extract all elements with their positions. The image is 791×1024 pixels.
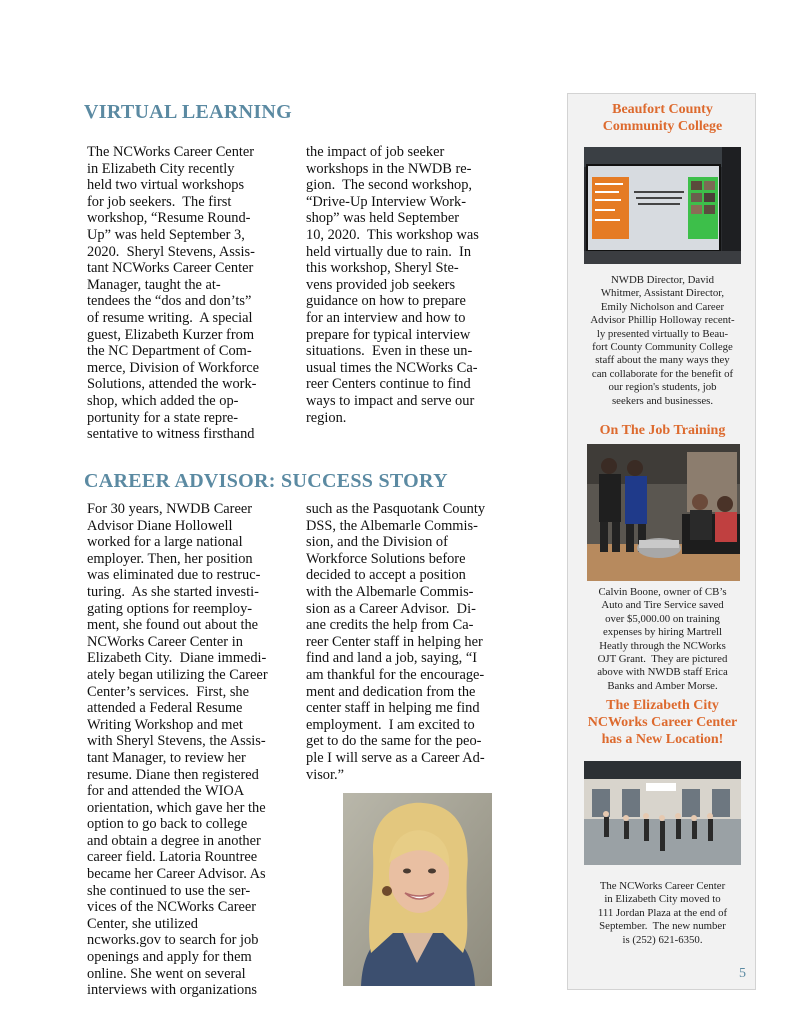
text-line: of resume writing. A special (87, 309, 253, 326)
text-line: and obtain a degree in another (87, 832, 261, 849)
text-line: shop” was held September (306, 210, 460, 227)
text-line: ly presented virtually to Beau- (596, 327, 729, 340)
text-line: was eliminated due to restruc- (87, 567, 261, 584)
text-line: am thankful for the encourage- (306, 666, 485, 683)
text-line: sion, and the Division of (306, 534, 448, 551)
text-line: gating options for reemploy- (87, 600, 253, 617)
career-advisor-col1 (87, 501, 295, 999)
text-line: above with NWDB staff Erica (597, 666, 728, 679)
ojt-photo (587, 444, 740, 581)
text-line: prepare for typical interview (306, 326, 471, 343)
text-line: ncworks.gov to search for job (87, 932, 259, 949)
sidebar-title-line: The Elizabeth City (606, 698, 719, 713)
text-line: usual times the NCWorks Ca- (306, 359, 478, 376)
text-line: 111 Jordan Plaza at the end of (597, 906, 728, 919)
text-line: 10, 2020. This workshop was (306, 226, 479, 243)
text-line: ately began utilizing the Career (87, 666, 268, 683)
text-line: with Sheryl Stevens, the Assis- (87, 733, 266, 750)
text-line: reer Centers continue to find (306, 376, 471, 393)
sidebar-title-new-location (568, 697, 757, 748)
text-line: “Drive-Up Interview Work- (306, 193, 467, 210)
virtual-learning-col2 (306, 144, 516, 426)
text-line: NWDB Director, David (610, 274, 714, 286)
sidebar-title-line: On The Job Training (599, 423, 726, 438)
text-line: vices of the NCWorks Career (87, 899, 257, 916)
text-line: became her Career Advisor. As (87, 866, 266, 883)
text-line: reer Center staff in helping her (306, 633, 483, 650)
text-line: Workforce Solutions before (306, 550, 466, 567)
text-line: Center, she utilized (87, 915, 198, 932)
text-line: Advisor Diane Hollowell (87, 517, 233, 534)
virtual-learning-col1 (87, 144, 292, 443)
text-line: career field. Latoria Rountree (87, 849, 258, 866)
text-line: with the Albemarle Commis- (306, 583, 474, 600)
text-line: For 30 years, NWDB Career (87, 501, 253, 517)
text-line: guidance on how to prepare (306, 293, 466, 310)
text-line: Heatly through the NCWorks (599, 639, 726, 652)
text-line: employment. I am excited to (306, 716, 475, 733)
text-line: our region's students, job (608, 381, 717, 394)
text-line: worked for a large national (87, 534, 243, 551)
text-line: resume. Diane then registered (87, 766, 259, 783)
text-line: employer. Then, her position (87, 550, 253, 567)
sidebar (567, 93, 756, 990)
text-line: ment and dedication from the (306, 683, 476, 700)
text-line: shop, which added the op- (87, 392, 239, 409)
text-line: visor.” (306, 766, 344, 783)
new-location-photo (584, 761, 741, 865)
text-line: The NCWorks Career Center (87, 144, 255, 160)
sidebar-title-line: Beaufort County (612, 102, 713, 117)
text-line: online. She went on several (87, 965, 246, 982)
text-line: DSS, the Albemarle Commis- (306, 517, 478, 534)
text-line: seekers and businesses. (611, 394, 714, 407)
text-line: 2020. Sheryl Stevens, Assis- (87, 243, 255, 260)
text-line: tant Manager, to review her (87, 749, 246, 766)
virtual-presentation-photo (584, 147, 741, 264)
sidebar-title-line: NCWorks Career Center (587, 715, 738, 730)
text-line: sentative to witness firsthand (87, 426, 255, 443)
text-line: Manager, taught the at- (87, 276, 221, 293)
text-line: guest, Elizabeth Kurzer from (87, 326, 255, 343)
text-line: for and attended the WIOA (87, 783, 245, 800)
text-line: Up” was held September 3, (87, 226, 245, 243)
text-line: over $5,000.00 on training (605, 612, 720, 625)
sidebar-caption-new-location (568, 880, 757, 947)
text-line: fort County Community College (592, 341, 733, 354)
text-line: option to go back to college (87, 816, 248, 833)
text-line: find and land a job, saying, “I (306, 650, 478, 667)
text-line: decided to accept a position (306, 567, 466, 584)
sidebar-title-ojt (568, 422, 757, 439)
text-line: orientation, which gave her the (87, 799, 266, 816)
text-line: gion. The second workshop, (306, 177, 473, 194)
diane-hollowell-photo (343, 793, 492, 986)
text-line: in Elizabeth City recently (87, 160, 235, 177)
sidebar-title-bccc (568, 101, 757, 135)
text-line: Solutions, attended the work- (87, 376, 257, 393)
text-line: get to do the same for the peo- (306, 733, 482, 750)
career-advisor-col2 (306, 501, 521, 783)
text-line: for an interview and how to (306, 309, 466, 326)
text-line: attended a Federal Resume (87, 700, 243, 717)
text-line: tant NCWorks Career Center (87, 260, 254, 277)
text-line: Calvin Boone, owner of CB’s (598, 586, 727, 598)
text-line: Elizabeth City. Diane immedi- (87, 650, 267, 667)
sidebar-caption-bccc (568, 274, 757, 408)
text-line: the impact of job seeker (306, 144, 445, 160)
text-line: held virtually due to rain. In (306, 243, 472, 260)
text-line: the NC Department of Com- (87, 343, 252, 360)
sidebar-title-line: Community College (602, 119, 723, 134)
text-line: Auto and Tire Service saved (601, 599, 724, 612)
text-line: in Elizabeth City moved to (604, 893, 721, 906)
text-line: tendees the “dos and don’ts” (87, 293, 252, 310)
virtual-learning-heading: VIRTUAL LEARNING (84, 101, 293, 123)
text-line: NCWorks Career Center in (87, 633, 243, 650)
text-line: is (252) 621-6350. (622, 933, 703, 946)
text-line: can collaborate for the benefit of (591, 367, 734, 380)
text-line: center staff in helping me find (306, 700, 480, 717)
text-line: Whitmer, Assistant Director, (600, 287, 725, 300)
text-line: vens provided job seekers (306, 276, 456, 293)
text-line: Writing Workshop and met (87, 716, 243, 733)
text-line: Banks and Amber Morse. (607, 679, 718, 692)
text-line: workshops in the NWDB re- (306, 160, 472, 177)
text-line: Advisor Phillip Holloway recent- (590, 314, 735, 327)
text-line: September. The new number (599, 920, 726, 933)
career-advisor-heading: CAREER ADVISOR: SUCCESS STORY (84, 470, 448, 492)
text-line: sion as a Career Advisor. Di- (306, 600, 476, 617)
text-line: for job seekers. The first (87, 193, 232, 210)
text-line: merce, Division of Workforce (87, 359, 260, 376)
text-line: held two virtual workshops (87, 177, 245, 194)
text-line: such as the Pasquotank County (306, 501, 486, 517)
text-line: portunity for a state repre- (87, 409, 239, 426)
text-line: Center’s services. First, she (87, 683, 249, 700)
sidebar-caption-ojt (568, 586, 757, 693)
text-line: expenses by hiring Martrell (602, 626, 723, 639)
text-line: ane credits the help from Ca- (306, 617, 474, 634)
text-line: she continued to use the ser- (87, 882, 251, 899)
text-line: Emily Nicholson and Career (600, 300, 725, 313)
text-line: ways to impact and serve our (306, 392, 475, 409)
text-line: The NCWorks Career Center (599, 880, 726, 892)
sidebar-title-line: has a New Location! (601, 732, 724, 747)
text-line: workshop, “Resume Round- (87, 210, 251, 227)
text-line: region. (306, 409, 347, 426)
text-line: ple I will serve as a Career Ad- (306, 749, 485, 766)
text-line: ment, she found out about the (87, 617, 259, 634)
text-line: interviews with organizations (87, 982, 257, 999)
text-line: openings and apply for them (87, 949, 252, 966)
text-line: this workshop, Sheryl Ste- (306, 260, 459, 277)
text-line: situations. Even in these un- (306, 343, 473, 360)
page-number: 5 (739, 966, 746, 981)
text-line: OJT Grant. They are pictured (597, 653, 728, 666)
text-line: staff about the many ways they (595, 354, 730, 367)
text-line: turing. As she started investi- (87, 583, 259, 600)
